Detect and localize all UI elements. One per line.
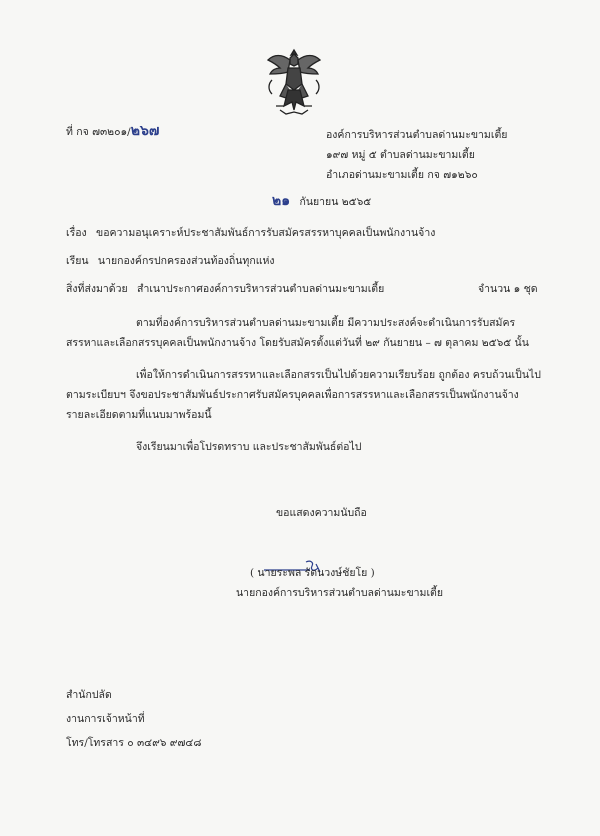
enclosure-line: [66, 282, 384, 296]
enclosure-text: สำเนาประกาศองค์การบริหารส่วนตำบลด่านมะขามเตี้ย: [137, 283, 385, 295]
body-paragraph1-line2: สรรหาและเลือกสรรบุคคลเป็นพนักงานจ้าง โดยรับสมัครตั้งแต่วันที่ ๒๙ กันยายน – ๗ ตุลาคม ๒๕๖๕ นั้น: [66, 337, 529, 349]
body-paragraph1-line1: ตามที่องค์การบริหารส่วนตำบลด่านมะขามเตี้ย มีความประสงค์จะดำเนินการรับสมัคร: [136, 317, 516, 329]
closing-text: ขอแสดงความนับถือ: [276, 507, 367, 519]
sender-address-line2: อำเภอด่านมะขามเตี้ย กจ ๗๑๒๖๐: [326, 169, 478, 181]
letter-date: [272, 194, 371, 209]
footer-office: สำนักปลัด: [66, 689, 112, 701]
signatory-position: นายกองค์การบริหารส่วนตำบลด่านมะขามเตี้ย: [236, 587, 444, 599]
body-paragraph2-line1: เพื่อให้การดำเนินการสรรหาและเลือกสรรเป็นไปด้วยความเรียบร้อย ถูกต้อง ครบถ้วนเป็นไป: [136, 369, 541, 381]
subject-line: [66, 226, 435, 240]
recipient-text: นายกองค์กรปกครองส่วนท้องถิ่นทุกแห่ง: [97, 255, 275, 267]
recipient-label: เรียน: [66, 255, 89, 267]
footer-phone: โทร/โทรสาร ๐ ๓๔๙๖ ๙๗๔๘: [66, 737, 202, 749]
recipient-line: [66, 254, 275, 268]
signatory-name: ( นายระพล รัตนวงษ์ชัยโย ): [250, 567, 375, 579]
garuda-emblem-icon: [262, 44, 326, 120]
document-number-prefix: ที่ กจ ๗๓๒๐๑/: [66, 126, 131, 138]
enclosure-count: จำนวน ๑ ชุด: [478, 283, 538, 295]
sender-org: องค์การบริหารส่วนตำบลด่านมะขามเตี้ย: [326, 129, 508, 141]
body-paragraph3: จึงเรียนมาเพื่อโปรดทราบ และประชาสัมพันธ์ต่อไป: [136, 441, 362, 453]
document-number-handwritten: ๒๖๗: [130, 123, 160, 139]
date-day-handwritten: ๒๑: [272, 193, 291, 209]
date-month-year: กันยายน ๒๕๖๕: [299, 196, 372, 208]
subject-text: ขอความอนุเคราะห์ประชาสัมพันธ์การรับสมัครสรรหาบุคคลเป็นพนักงานจ้าง: [96, 227, 436, 239]
footer-unit: งานการเจ้าหน้าที่: [66, 713, 145, 725]
body-paragraph2-line2: ตามระเบียบฯ จึงขอประชาสัมพันธ์ประกาศรับสมัครบุคคลเพื่อการสรรหาและเลือกสรรเป็นพนักงานจ้าง: [66, 389, 519, 401]
document-number: [66, 124, 159, 139]
sender-address-line1: ๑๙๗ หมู่ ๕ ตำบลด่านมะขามเตี้ย: [326, 149, 475, 161]
enclosure-label: สิ่งที่ส่งมาด้วย: [66, 283, 128, 295]
subject-label: เรื่อง: [66, 227, 87, 239]
body-paragraph2-line3: รายละเอียดตามที่แนบมาพร้อมนี้: [66, 409, 212, 421]
